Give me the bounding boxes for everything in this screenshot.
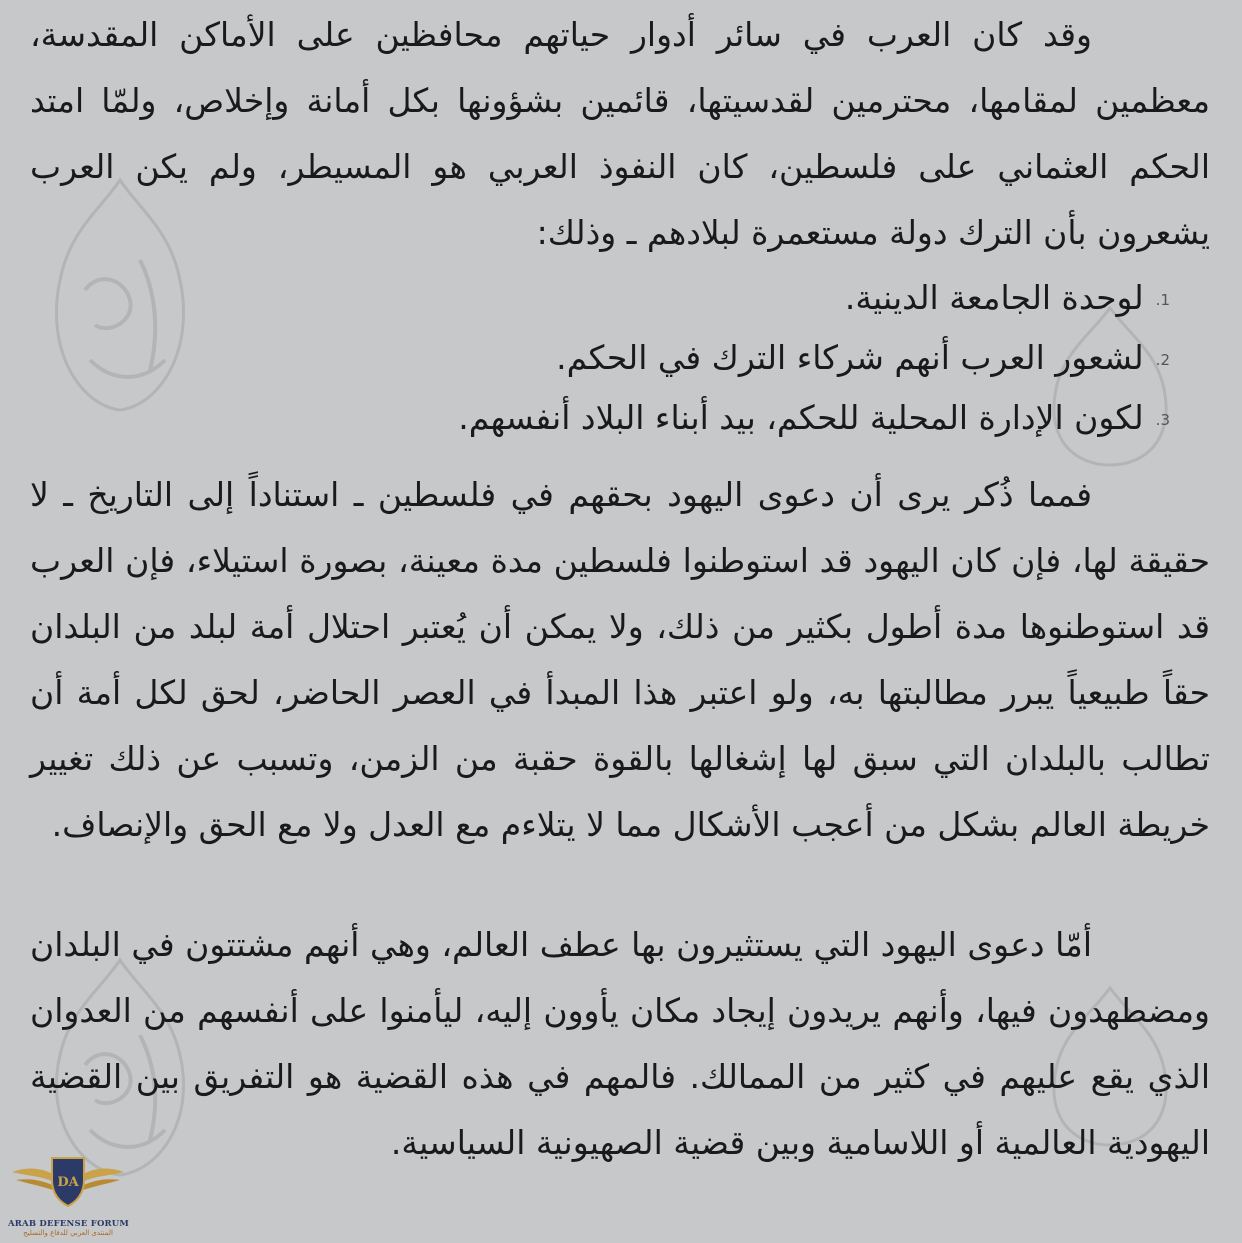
list-item-text: لوحدة الجامعة الدينية. <box>844 278 1144 317</box>
paragraph-intro <box>30 2 1210 266</box>
paragraph-persecution-claim <box>30 912 1210 1176</box>
list-item <box>458 388 1170 448</box>
list-item-number: 2. <box>1155 350 1170 369</box>
list-item-number: 3. <box>1155 410 1170 429</box>
list-item-text: لكون الإدارة المحلية للحكم، بيد أبناء البلاد أنفسهم. <box>458 398 1144 437</box>
paragraph-history-claim <box>30 462 1210 858</box>
paragraph-history-claim-text: فمما ذُكر يرى أن دعوى اليهود بحقهم في فلسطين ـ استناداً إلى التاريخ ـ لا حقيقة لها، فإن كان اليهود قد استوطنوا فلسطين مدة معينة، بصورة استيلاء، فإن العرب قد استوطنوها مدة أطول بكثير من ذلك، ولا يمكن أن يُعتبر احتلال أمة لبلد من البلدان حقاً طبيعياً يبرر مطالبتها به، ولو اعتبر هذا المبدأ في العصر الحاضر، لحق لكل أمة أن تطالب بالبلدان التي سبق لها إشغالها بالقوة حقبة من الزمن، وتسبب عن ذلك تغيير خريطة العالم بشكل من أعجب الأشكال مما لا يتلاءم مع العدل ولا مع الحق والإنصاف. <box>30 475 1210 844</box>
list-item <box>458 268 1170 328</box>
arab-defense-forum-logo <box>8 1150 128 1243</box>
logo-title: ARAB DEFENSE FORUM <box>8 1219 130 1229</box>
paragraph-persecution-claim-text: أمّا دعوى اليهود التي يستثيرون بها عطف العالم، وهي أنهم مشتتون في البلدان ومضطهدون فيها، وأنهم يريدون إيجاد مكان يأوون إليه، ليأمنوا على أنفسهم من العدوان الذي يقع عليهم في كثير من الممالك. فالمهم في هذه القضية هو التفريق بين القضية اليهودية العالمية أو اللاسامية وبين قضية الصهيونية السياسية. <box>30 925 1210 1162</box>
list-item-number: 1. <box>1155 290 1170 309</box>
reasons-list <box>458 268 1170 448</box>
list-item <box>458 328 1170 388</box>
logo-subtitle: المنتدى العربي للدفاع والتسليح <box>23 1229 113 1237</box>
paragraph-intro-text: وقد كان العرب في سائر أدوار حياتهم محافظين على الأماكن المقدسة، معظمين لمقامها، محترمين لقدسيتها، قائمين بشؤونها بكل أمانة وإخلاص، ولمّا امتد الحكم العثماني على فلسطين، كان النفوذ العربي هو المسيطر، ولم يكن العرب يشعرون بأن الترك دولة مستعمرة لبلادهم ـ وذلك: <box>30 15 1210 252</box>
list-item-text: لشعور العرب أنهم شركاء الترك في الحكم. <box>556 338 1144 377</box>
eagle-shield-icon <box>8 1150 128 1212</box>
logo-monogram: DA <box>57 1175 79 1190</box>
